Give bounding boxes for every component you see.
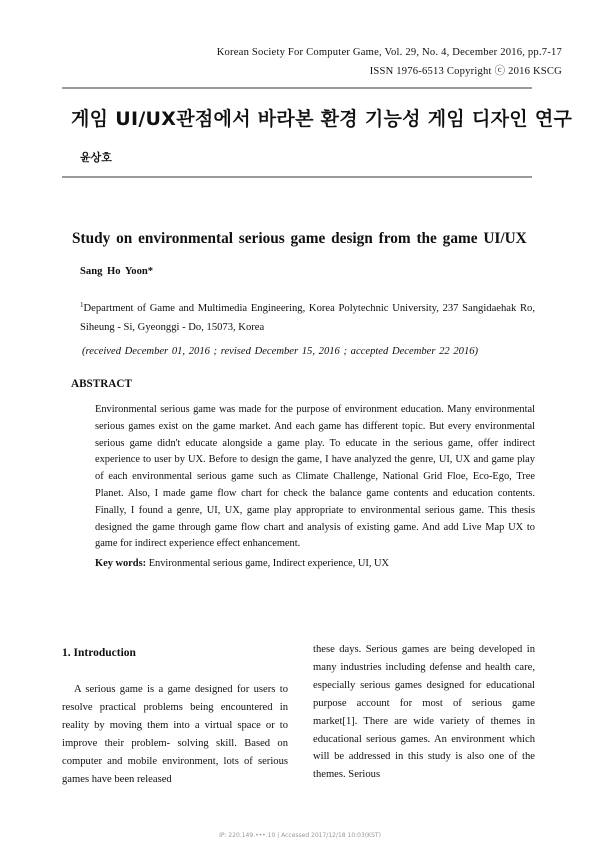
korean-author: 윤상호 (80, 151, 112, 164)
access-footer: IP: 220.149.•••.10 | Accessed 2017/12/18 10:03(KST) (219, 832, 381, 839)
journal-citation-line: Korean Society For Computer Game, Vol. 29, No. 4, December 2016, pp.7-17 (216, 47, 562, 58)
english-title: Study on environmental serious game design from the game UI/UX (72, 230, 527, 247)
introduction-right-column: these days. Serious games are being developed in many industries including defense and health care, especially serious games designed for educational purpose account for most of serious game market[1]. There are wide variety of themes in educational serious games. An environment which will be addressed in this study is also one of the themes. Serious (313, 644, 535, 781)
korean-title: 게임 UI/UX관점에서 바라본 환경 기능성 게임 디자인 연구 (71, 108, 573, 130)
received-dates: (received December 01, 2016 ; revised December 15, 2016 ; accepted December 22 2016) (82, 346, 479, 357)
abstract-heading: ABSTRACT (71, 378, 132, 390)
introduction-left-column: A serious game is a game designed for users to resolve practical problems being encountered in reality by moving them into a virtual space or to improve their problem- solving skill. Based on computer and mobile environment, lots of serious games have been released (62, 684, 288, 785)
keywords-label: Key words: (95, 558, 147, 569)
journal-issn-line: ISSN 1976-6513 Copyright ⓒ 2016 KSCG (369, 66, 562, 77)
title-divider (62, 176, 532, 178)
top-divider (62, 87, 532, 89)
abstract-body: Environmental serious game was made for the purpose of environment education. Many environmental serious games exist on the game market. And each game has different topic. But every environmental serious game didn't educate alongside a game play. To educate in the serious game, offer indirect experience to user by UX. Before to design the game, I have analyzed the genre, UI, UX and game play of each environmental serious game such as Climate Challenge, National Grid Floe, Eco-Ego, Tree Planet. Also, I made game flow chart for check the balance game contents and education contents. Finally, I found a genre, UI, UX, game play appropriate to environmental serious game. This thesis designed the game through game flow chart and analysis of existing game. And add Live Map UX to game for indirect experience effect enhancement. (95, 404, 535, 550)
keywords-line (95, 558, 389, 569)
affiliation-superscript: 1 (80, 301, 84, 309)
keywords-list: Environmental serious game, Indirect experience, UI, UX (146, 558, 390, 569)
english-author: Sang Ho Yoon* (80, 266, 154, 277)
introduction-heading: 1. Introduction (62, 647, 136, 659)
affiliation-text: Department of Game and Multimedia Engineering, Korea Polytechnic University, 237 Sangidaehak Ro, Siheung - Si, Gyeonggi - Do, 15073, Korea (80, 303, 535, 333)
author-affiliation (80, 296, 535, 337)
